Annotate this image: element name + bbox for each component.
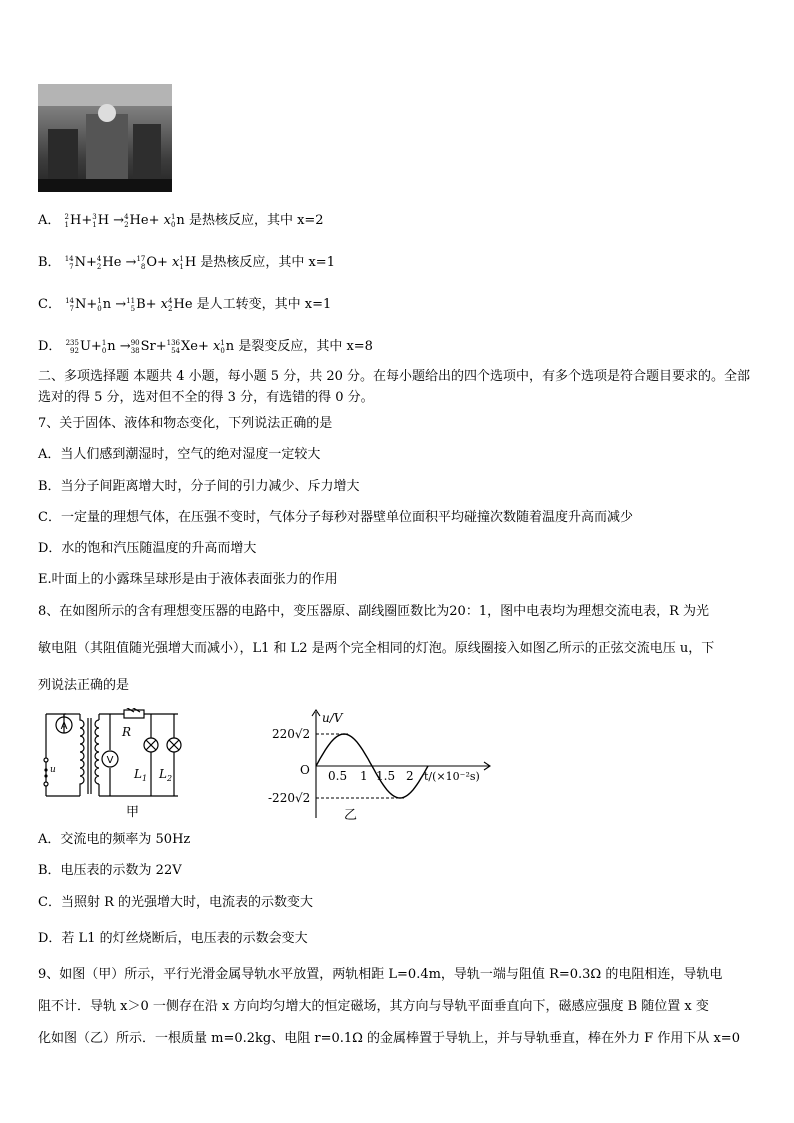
q8-option-d: D．若 L1 的灯丝烧断后，电压表的示数会变大: [38, 931, 308, 946]
svg-text:R: R: [122, 725, 132, 739]
option-c: C． 14 7 N+ 1 0 n → 11 5 B+ x 4 2 He 是人工转变，其中 x=1: [38, 296, 332, 313]
q8-option-c: C．当照射 R 的光强增大时，电流表的示数变大: [38, 895, 313, 910]
reactor-photo: [38, 84, 172, 192]
q8-stem-1: 8、在如图所示的含有理想变压器的电路中，变压器原、副线圈匝数比为20：1，图中电表均为理想交流电表，R 为光: [38, 604, 710, 619]
graph-x-label: t/(×10⁻²s): [424, 770, 480, 783]
svg-text:L1: $L_1$: [134, 767, 148, 783]
voltmeter-icon: V: [106, 755, 114, 766]
voltage-graph: [268, 706, 508, 824]
option-a: A． 2 1 H+ 3 1 H → 4 2 He+ x 1 0 n 是热核反应，其中 x=2: [38, 212, 324, 229]
q7-option-c: C．一定量的理想气体，在压强不变时，气体分子每秒对器壁单位面积平均碰撞次数随着温度升高而减少: [38, 510, 633, 525]
option-d: D． 235 92 U+ 1 0 n → 90 38 Sr+ 136 54 Xe+ x 1 0 n 是裂变反应，其中 x=8: [38, 338, 373, 355]
section-heading: 二、多项选择题 本题共 4 小题，每小题 5 分，共 20 分。在每小题给出的四个选项中，有多个选项是符合题目要求的。全部选对的得 5 分，选对但不全的得 3 分，有选错的得 0 分。: [38, 369, 751, 405]
q7-option-a: A．当人们感到潮湿时，空气的绝对湿度一定较大: [38, 447, 321, 462]
q8-option-a: A．交流电的频率为 50Hz: [38, 832, 191, 847]
q7-option-b: B．当分子间距离增大时，分子间的引力减少、斥力增大: [38, 479, 360, 494]
graph-ymax: 220√2: [272, 727, 311, 741]
graph-tick: 0.5: [328, 769, 348, 783]
option-b: B． 14 7 N+ 4 2 He → 17 8 O+ x 1 1 H 是热核反应，其中 x=1: [38, 254, 335, 271]
circuit-diagram: [38, 708, 198, 823]
graph-tick: 2: [406, 769, 414, 783]
q8-stem-2: 敏电阻（其阻值随光强增大而减小），L1 和 L2 是两个完全相同的灯泡。原线圈接入如图乙所示的正弦交流电压 u，下: [38, 641, 715, 656]
graph-ymin: -220√2: [268, 791, 311, 805]
graph-y-label: u/V: [322, 711, 343, 725]
q9-line-2: 阻不计．导轨 x＞0 一侧存在沿 x 方向均匀增大的恒定磁场，其方向与导轨平面垂直向下，磁感应强度 B 随位置 x 变: [38, 999, 709, 1014]
q9-line-1: 9、如图（甲）所示，平行光滑金属导轨水平放置，两轨相距 L=0.4m，导轨一端与阻值 R=0.3Ω 的电阻相连，导轨电: [38, 967, 723, 982]
q7-option-d: D．水的饱和汽压随温度的升高而增大: [38, 541, 257, 556]
figure-label-jia: 甲: [126, 805, 140, 820]
figure-label-yi: 乙: [344, 808, 358, 823]
graph-origin: O: [300, 763, 310, 777]
graph-tick: 1: [360, 769, 368, 783]
q8-stem-3: 列说法正确的是: [38, 678, 130, 693]
ammeter-icon: A: [60, 721, 68, 732]
q7-option-e: E.叶面上的小露珠呈球形是由于液体表面张力的作用: [38, 572, 338, 587]
svg-text:u: u: [50, 765, 56, 775]
svg-text:L2: $L_2$: [159, 767, 173, 783]
graph-tick: 1.5: [376, 769, 396, 783]
q8-option-b: B．电压表的示数为 22V: [38, 863, 182, 878]
q7-stem: 7、关于固体、液体和物态变化，下列说法正确的是: [38, 416, 333, 431]
q9-line-3: 化如图（乙）所示．一根质量 m=0.2kg、电阻 r=0.1Ω 的金属棒置于导轨上，并与导轨垂直，棒在外力 F 作用下从 x=0: [38, 1031, 740, 1046]
